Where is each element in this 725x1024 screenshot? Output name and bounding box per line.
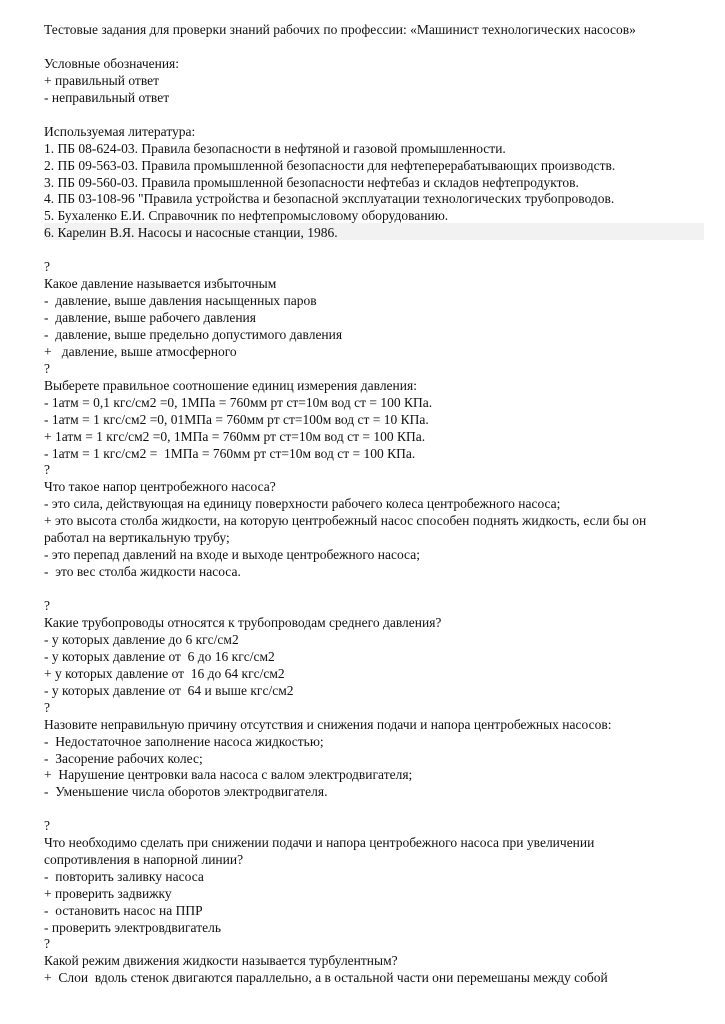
question-marker: ? (44, 598, 50, 613)
question-text: Выберете правильное соотношение единиц измерения давления: (44, 378, 417, 393)
answer-option: - Недостаточное заполнение насоса жидкостью; (44, 734, 324, 749)
question-text: Что необходимо сделать при снижении подачи и напора центробежного насоса при увеличении (44, 835, 595, 850)
legend-item: + правильный ответ (44, 73, 160, 88)
answer-option: - повторить заливку насоса (44, 869, 204, 884)
question-marker: ? (44, 361, 50, 376)
answer-option: - это перепад давлений на входе и выходе центробежного насоса; (44, 547, 420, 562)
literature-item: 2. ПБ 09-563-03. Правила промышленной безопасности для нефтеперерабатывающих производств. (44, 158, 616, 173)
answer-option: - у которых давление от 6 до 16 кгс/см2 (44, 649, 275, 664)
literature-item: 1. ПБ 08-624-03. Правила безопасности в нефтяной и газовой промышленности. (44, 141, 506, 156)
literature-item: 6. Карелин В.Я. Насосы и насосные станции, 1986. (44, 225, 338, 240)
legend-item: - неправильный ответ (44, 90, 170, 105)
question-marker: ? (44, 700, 50, 715)
answer-option: - у которых давление до 6 кгс/см2 (44, 632, 239, 647)
answer-option: - это сила, действующая на единицу поверхности рабочего колеса центробежного насоса; (44, 496, 561, 511)
answer-option: + Нарушение центровки вала насоса с валом электродвигателя; (44, 767, 413, 782)
question-text: Назовите неправильную причину отсутствия и снижения подачи и напора центробежных насосов: (44, 717, 612, 732)
answer-option: + у которых давление от 16 до 64 кгс/см2 (44, 666, 285, 681)
answer-option: - давление, выше рабочего давления (44, 310, 256, 325)
literature-heading: Используемая литература: (44, 124, 196, 139)
question-text: Какие трубопроводы относятся к трубопроводам среднего давления? (44, 615, 442, 630)
question-text: Что такое напор центробежного насоса? (44, 479, 276, 494)
question-marker: ? (44, 936, 50, 951)
answer-option: + Слои вдоль стенок двигаются параллельно, а в остальной части они перемешаны между собой (44, 970, 608, 985)
answer-option: - давление, выше давления насыщенных паров (44, 293, 317, 308)
answer-option: - давление, выше предельно допустимого давления (44, 327, 343, 342)
answer-option: + 1атм = 1 кгс/см2 =0, 1МПа = 760мм рт ст=10м вод ст = 100 КПа. (44, 429, 426, 444)
question-text: Какое давление называется избыточным (44, 276, 277, 291)
answer-option: - проверить электровдвигатель (44, 920, 221, 935)
answer-option: - 1атм = 1 кгс/см2 = 1МПа = 760мм рт ст=10м вод ст = 100 КПа. (44, 446, 416, 461)
question-marker: ? (44, 818, 50, 833)
answer-option: - Засорение рабочих колес; (44, 751, 203, 766)
answer-option: - это вес столба жидкости насоса. (44, 564, 241, 579)
answer-option: работал на вертикальную трубу; (44, 530, 230, 545)
question-marker: ? (44, 462, 50, 477)
answer-option: - у которых давление от 64 и выше кгс/см2 (44, 683, 294, 698)
literature-item: 4. ПБ 03-108-96 "Правила устройства и безопасной эксплуатации технологических трубопроводов. (44, 191, 615, 206)
legend-heading: Условные обозначения: (44, 56, 180, 71)
answer-option: + давление, выше атмосферного (44, 344, 237, 359)
question-text: Какой режим движения жидкости называется турбулентным? (44, 953, 398, 968)
literature-item: 5. Бухаленко Е.И. Справочник по нефтепромысловому оборудованию. (44, 208, 449, 223)
document-title: Тестовые задания для проверки знаний рабочих по профессии: «Машинист технологических насосов» (44, 22, 636, 37)
answer-option: + проверить задвижку (44, 886, 172, 901)
answer-option: - остановить насос на ППР (44, 903, 203, 918)
literature-item: 3. ПБ 09-560-03. Правила промышленной безопасности нефтебаз и складов нефтепродуктов. (44, 175, 579, 190)
answer-option: - 1атм = 0,1 кгс/см2 =0, 1МПа = 760мм рт ст=10м вод ст = 100 КПа. (44, 395, 433, 410)
question-text: сопротивления в напорной линии? (44, 852, 244, 867)
answer-option: + это высота столба жидкости, на которую центробежный насос способен поднять жидкость, если бы он (44, 513, 647, 528)
answer-option: - Уменьшение числа оборотов электродвигателя. (44, 784, 328, 799)
question-marker: ? (44, 259, 50, 274)
answer-option: - 1атм = 1 кгс/см2 =0, 01МПа = 760мм рт ст=100м вод ст = 10 КПа. (44, 412, 429, 427)
